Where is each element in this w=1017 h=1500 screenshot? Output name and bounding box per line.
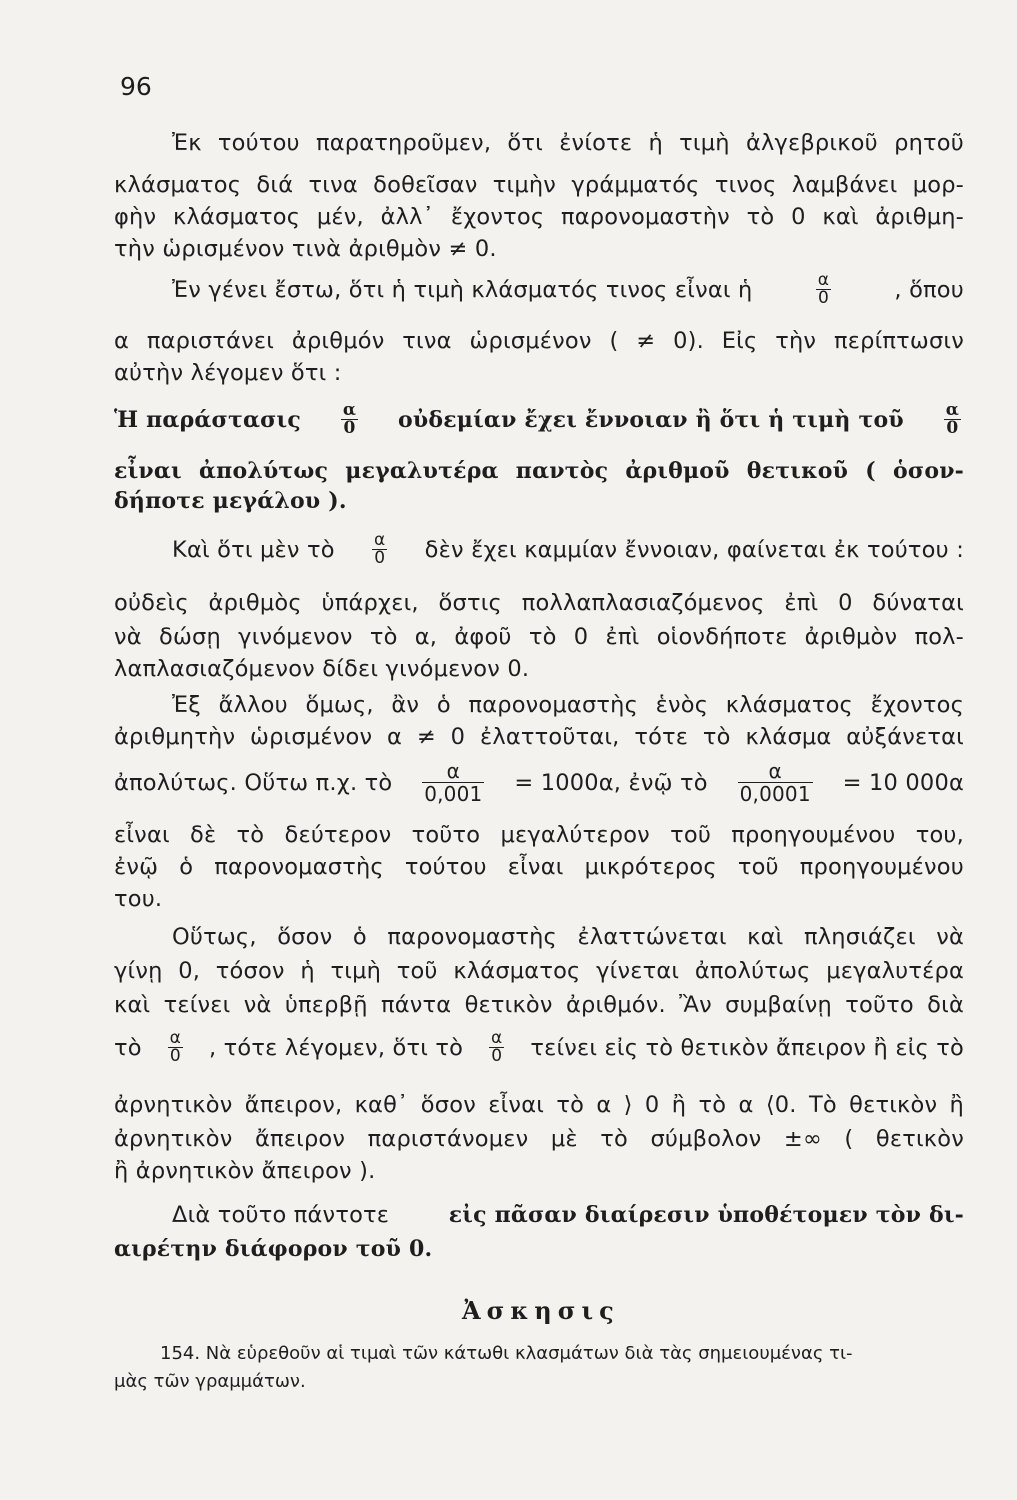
text-segment: = 1000α, ἐνῷ τὸ (514, 769, 708, 796)
fraction-a-over-0001: $\frac{\alpha}{0,001}$ (424, 759, 483, 806)
text-line-bold-mixed (114, 1200, 964, 1230)
text-line-fraction (114, 532, 964, 567)
text-line: λαπλασιαζόμενον δίδει γινόμενον 0. (114, 656, 530, 682)
text-segment: , τότε λέγομεν, ὅτι τὸ (208, 1034, 464, 1061)
text-line: του. (114, 886, 163, 912)
text-segment: , ὅπου (894, 276, 964, 303)
text-segment: Διὰ τοῦτο πάντοτε (172, 1202, 390, 1228)
bold-statement-line: αιρέτην διάφορον τοῦ 0. (114, 1236, 433, 1262)
text-segment: = 10 000α (842, 769, 964, 796)
exercise-text: μὰς τῶν γραμμάτων. (114, 1371, 306, 1392)
text-segment: ἀπολύτως. Οὕτω π.χ. τὸ (114, 769, 393, 796)
fraction-a-over-0: $\frac{\alpha}{0}$ (169, 1028, 182, 1066)
text-segment: τείνει εἰς τὸ θετικὸν ἄπειρον ἢ εἰς τὸ (530, 1034, 964, 1061)
text-line: ἐνῷ ὁ παρονομαστὴς τούτου εἶναι μικρότερος τοῦ προηγουμένου (114, 854, 964, 880)
fraction-a-over-0: $\frac{\alpha}{0}$ (374, 530, 386, 568)
text-line: Ἐκ τούτου παρατηροῦμεν, ὅτι ἐνίοτε ἡ τιμὴ ἀλγεβρικοῦ ρητοῦ (172, 130, 964, 156)
bold-statement-line: εἶναι ἀπολύτως μεγαλυτέρα παντὸς ἀριθμοῦ θετικοῦ ( ὁσον- (114, 458, 964, 484)
text-line: ἀριθμητὴν ὡρισμένον α ≠ 0 ἐλαττοῦται, τότε τὸ κλάσμα αὐξάνεται (114, 724, 964, 750)
text-line: αὐτὴν λέγομεν ὅτι : (114, 360, 342, 386)
text-line: κλάσματος διά τινα δοθεῖσαν τιμὴν γράμματός τινος λαμβάνει μορ- (114, 172, 964, 198)
text-line: ἀρνητικὸν ἄπειρον, καθ᾽ ὅσον εἶναι τὸ α ⟩ 0 ἢ τὸ α ⟨0. Τὸ θετικὸν ἢ (114, 1092, 964, 1118)
text-line-fraction (114, 760, 964, 805)
text-line: α παριστάνει ἀριθμόν τινα ὡρισμένον ( ≠ 0). Εἰς τὴν περίπτωσιν (114, 328, 964, 354)
bold-statement-line (114, 402, 964, 437)
text-line: οὐδεὶς ἀριθμὸς ὑπάρχει, ὅστις πολλαπλασιαζόμενος ἐπὶ 0 δύναται (114, 590, 964, 616)
fraction-a-over-0: $\frac{\alpha}{0}$ (945, 400, 959, 438)
text-line: γίνῃ 0, τόσον ἡ τιμὴ τοῦ κλάσματος γίνεται ἀπολύτως μεγαλυτέρα (114, 958, 964, 984)
text-line: νὰ δώσῃ γινόμενον τὸ α, ἀφοῦ τὸ 0 ἐπὶ οἱονδήποτε ἀριθμὸν πολ- (114, 624, 964, 650)
page-number: 96 (120, 72, 152, 101)
fraction-a-over-0: $\frac{\alpha}{0}$ (491, 1028, 503, 1066)
text-segment: τὸ (114, 1034, 142, 1061)
text-segment: οὐδεμίαν ἔχει ἔννοιαν ἢ ὅτι ἡ τιμὴ τοῦ (398, 406, 904, 433)
text-line: Ἐξ ἄλλου ὅμως, ἂν ὁ παρονομαστὴς ἑνὸς κλάσματος ἔχοντος (172, 692, 964, 718)
text-line: ἀρνητικὸν ἄπειρον παριστάνομεν μὲ τὸ σύμβολον ±∞ ( θετικὸν (114, 1126, 964, 1152)
text-line: τὴν ὡρισμένον τινὰ ἀριθμὸν ≠ 0. (114, 236, 497, 262)
bold-statement-line: δήποτε μεγάλου ). (114, 488, 347, 514)
text-line: καὶ τείνει νὰ ὑπερβῇ πάντα θετικὸν ἀριθμόν. Ἂν συμβαίνῃ τοῦτο διὰ (114, 992, 964, 1018)
text-line: Οὕτως, ὅσον ὁ παρονομαστὴς ἐλαττώνεται καὶ πλησιάζει νὰ (172, 924, 964, 950)
text-segment: Καὶ ὅτι μὲν τὸ (172, 536, 335, 563)
fraction-a-over-0: $\frac{\alpha}{0}$ (342, 400, 357, 438)
exercise-text: 154. Νὰ εὑρεθοῦν αἱ τιμαὶ τῶν κάτωθι κλασμάτων διὰ τὰς σημειουμένας τι- (160, 1343, 853, 1364)
text-segment: Ἐν γένει ἔστω, ὅτι ἡ τιμὴ κλάσματός τινος εἶναι ἡ (172, 276, 753, 303)
fraction-a-over-00001: $\frac{\alpha}{0,0001}$ (739, 759, 811, 806)
text-segment: Ἡ παράστασις (114, 406, 301, 433)
text-segment: δὲν ἔχει καμμίαν ἔννοιαν, φαίνεται ἐκ τούτου : (424, 536, 964, 563)
text-line: φὴν κλάσματος μέν, ἀλλ᾽ ἔχοντος παρονομαστὴν τὸ 0 καὶ ἀριθμη- (114, 204, 964, 230)
text-line: ἢ ἀρνητικὸν ἄπειρον ). (114, 1158, 376, 1184)
exercises-heading: Ἀσκησις (462, 1296, 620, 1325)
bold-segment: εἰς πᾶσαν διαίρεσιν ὑποθέτομεν τὸν δι- (448, 1202, 964, 1228)
text-line-fraction (114, 272, 964, 307)
fraction-a-over-0: $\frac{\alpha}{0}$ (817, 270, 830, 308)
text-line: εἶναι δὲ τὸ δεύτερον τοῦτο μεγαλύτερον τοῦ προηγουμένου του, (114, 822, 964, 848)
text-line-fraction (114, 1030, 964, 1065)
